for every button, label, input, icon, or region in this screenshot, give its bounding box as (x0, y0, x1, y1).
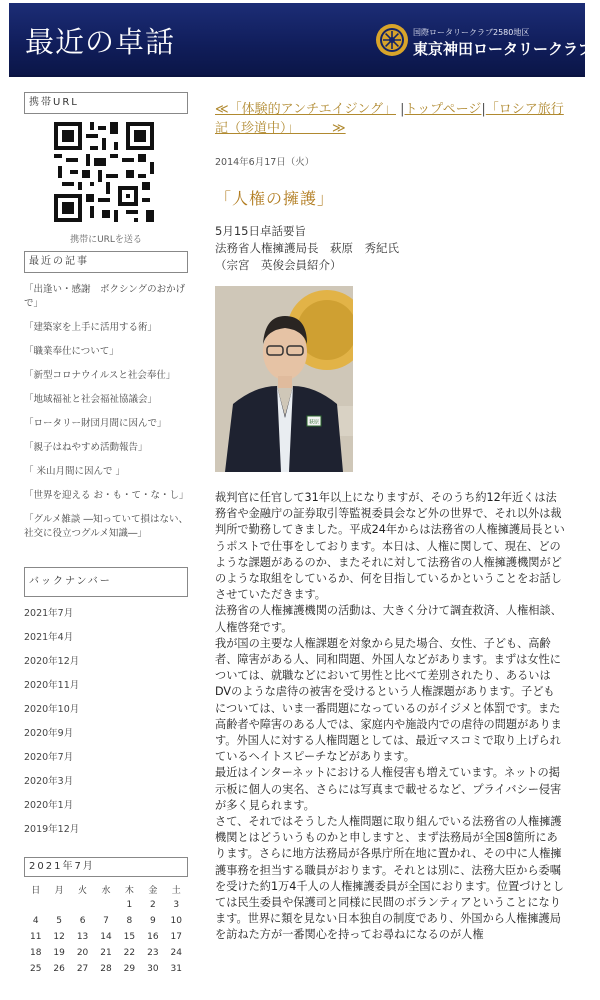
main-content (215, 100, 565, 944)
list-item[interactable]: 「新型コロナウイルスと社会奉仕」 (24, 370, 176, 381)
calendar-empty-cell (47, 897, 70, 913)
list-item[interactable]: 「グルメ雑談 ―知っていて損はない、社交に役立つグルメ知識―」 (24, 514, 188, 539)
calendar-day: 21 (100, 948, 112, 958)
intro-line: （宗宮 英俊会員紹介） (215, 258, 342, 272)
site-header (9, 3, 594, 77)
nav-separator: | (481, 102, 486, 117)
district-label: 国際ロータリークラブ2580地区 (413, 28, 530, 37)
calendar-day: 14 (100, 932, 112, 942)
calendar-day: 20 (76, 948, 89, 958)
post-intro (215, 223, 565, 274)
calendar-day: 2 (149, 900, 156, 910)
list-item[interactable]: 「出逢い・感謝 ボクシングのおかげで」 (24, 284, 186, 309)
calendar-day: 10 (170, 916, 182, 926)
calendar-day: 23 (147, 948, 159, 958)
next-post-link[interactable]: 「ロシア旅行記（珍道中）」 ≫ (215, 102, 564, 136)
calendar-day: 9 (149, 916, 156, 926)
calendar-week-row (24, 913, 188, 929)
calendar-day: 17 (170, 932, 182, 942)
list-item[interactable]: 「 米山月間に因んで 」 (24, 466, 126, 477)
send-url-link[interactable]: 携帯にURLを送る (70, 235, 142, 245)
list-item[interactable]: 「職業奉仕について」 (24, 346, 119, 357)
calendar-month-title: 2021年7月 (24, 857, 188, 877)
calendar-day: 19 (53, 948, 65, 958)
calendar-week-row (24, 945, 188, 961)
calendar-day: 29 (123, 964, 136, 974)
club-name[interactable]: 東京神田ロータリークラブ (413, 40, 594, 58)
calendar-empty-cell (24, 897, 47, 913)
mobile-url-heading: 携帯URL (24, 92, 188, 114)
calendar-day: 7 (103, 916, 109, 926)
calendar-day: 8 (126, 916, 133, 926)
site-title[interactable]: 最近の卓話 (25, 25, 176, 59)
intro-line: 5月15日卓話要旨 (215, 224, 306, 238)
archive-list (24, 607, 188, 847)
article-paragraph: 法務省の人権擁護機関の活動は、大きく分けて調査救済、人権相談、人権啓発です。 (215, 604, 562, 634)
weekday: 土 (171, 885, 181, 896)
calendar-day: 15 (123, 932, 136, 942)
top-page-link[interactable]: トップページ (404, 102, 482, 117)
list-item[interactable]: 「建築家を上手に活用する術」 (24, 322, 158, 333)
weekday: 水 (101, 885, 111, 896)
name-badge-label: 萩原 (308, 419, 320, 426)
calendar-day: 30 (147, 964, 159, 974)
calendar-day: 31 (170, 964, 182, 974)
archive-item[interactable]: 2020年11月 (24, 680, 80, 691)
calendar-day: 13 (76, 932, 89, 942)
post-navigation (215, 100, 565, 138)
calendar-day: 5 (56, 916, 62, 926)
speaker-portrait-image (215, 286, 353, 472)
post-title: 「人権の擁護」 (215, 189, 335, 208)
back-numbers-heading: バックナンバー (24, 567, 188, 597)
calendar-week-row (24, 897, 188, 913)
speaker-photo (215, 286, 353, 472)
calendar-day: 4 (32, 916, 39, 926)
weekday: 金 (148, 885, 158, 896)
sidebar (24, 92, 188, 977)
archive-item[interactable]: 2020年12月 (24, 656, 80, 667)
article-paragraph: 我が国の主要な人権課題を対象から見た場合、女性、子ども、高齢者、障害がある人、同和問題、外国人などがあります。まずは女性については、就職などにおいて男性と比べて差別されたり、あるいはDVのような虐待の被害を受けるという人権課題があります。子どもについては、いま一番問題になっているのがイジメと体罰です。また高齢者や障害のある人では、家庭内や施設内での虐待の問題があります。外国人に対する人権問題としては、最近マスコミで取り上げられているヘイトスピーチなどがあります。 (215, 636, 562, 764)
calendar-day: 18 (29, 948, 42, 958)
recent-posts-heading: 最近の記事 (24, 251, 188, 273)
article-paragraph: 裁判官に任官して31年以上になりますが、そのうち約12年近くは法務省や金融庁の証券取引等監視委員会など外の世界で、それ以外は裁判所で勤務してきました。平成24年からは法務省の人権擁護局長というポストで仕事をしております。本日は、人権に関して、現在、どのような課題があるのか、またそれに対して法務省の人権擁護機関がどのような取組をしているか、何を目指しているかということをお話しさせていただきます。 (215, 491, 565, 602)
list-item[interactable]: 「地域福祉と社会福祉協議会」 (24, 394, 158, 405)
archive-item[interactable]: 2020年7月 (24, 752, 74, 763)
calendar-weekday-row (24, 881, 188, 897)
calendar-day: 24 (170, 948, 182, 958)
archive-item[interactable]: 2020年1月 (24, 800, 74, 811)
calendar-day: 26 (53, 964, 65, 974)
calendar-day: 16 (147, 932, 159, 942)
weekday: 木 (124, 885, 134, 896)
qr-code[interactable] (54, 122, 154, 222)
nav-separator: | (400, 102, 405, 117)
calendar-empty-cell (94, 897, 117, 913)
list-item[interactable]: 「ロータリー財団月間に因んで」 (24, 418, 167, 429)
archive-item[interactable]: 2020年10月 (24, 704, 80, 715)
post-date: 2014年6月17日（火） (215, 157, 315, 168)
archive-item[interactable]: 2020年9月 (24, 728, 74, 739)
calendar-day: 28 (100, 964, 112, 974)
calendar (24, 881, 188, 977)
calendar-empty-cell (71, 897, 94, 913)
archive-item[interactable]: 2019年12月 (24, 824, 80, 835)
recent-posts-list (24, 283, 188, 541)
calendar-day: 25 (29, 964, 42, 974)
intro-line: 法務省人権擁護局長 萩原 秀紀氏 (215, 241, 399, 255)
archive-item[interactable]: 2020年3月 (24, 776, 74, 787)
archive-item[interactable]: 2021年7月 (24, 608, 74, 619)
weekday: 火 (78, 885, 88, 896)
calendar-day: 22 (123, 948, 136, 958)
calendar-day: 11 (29, 932, 42, 942)
article-paragraph: さて、それではそうした人権問題に取り組んでいる法務省の人権擁護機関とはどういうものかと申しますと、まず法務局が全国8箇所にあります。さらに地方法務局が各県庁所在地に置かれ、その中に人権擁護事務を担当する職員がおります。それとは別に、法務大臣から委嘱を受けた約1万4千人の人権擁護委員が全国におります。位置づけとしては民生委員や保護司と同様に民間のボランティアということになります。世界に類を見ない日本独自の制度であり、外国から人権擁護局を訪ねた方が一番関心を持ってお尋ねになるのが人権 (215, 815, 564, 942)
calendar-day: 1 (126, 900, 133, 910)
prev-post-link[interactable]: ≪「体験的アンチエイジング」 (215, 102, 396, 117)
list-item[interactable]: 「世界を迎える お・も・て・な・し」 (24, 490, 189, 501)
article-paragraph: 最近はインターネットにおける人権侵害も増えています。ネットの掲示板に個人の実名、さらには写真まで載せるなど、プライバシー侵害が多く見られます。 (215, 766, 562, 812)
calendar-week-row (24, 929, 188, 945)
calendar-week-row (24, 961, 188, 977)
calendar-day: 3 (173, 900, 180, 910)
rotary-wheel-icon (375, 23, 409, 57)
weekday: 月 (54, 885, 64, 896)
archive-item[interactable]: 2021年4月 (24, 632, 74, 643)
calendar-day: 12 (53, 932, 65, 942)
article-body (215, 490, 565, 944)
weekday: 日 (31, 885, 41, 896)
calendar-day: 27 (76, 964, 89, 974)
list-item[interactable]: 「親子はねやすめ活動報告」 (24, 442, 148, 453)
calendar-day: 6 (79, 916, 86, 926)
